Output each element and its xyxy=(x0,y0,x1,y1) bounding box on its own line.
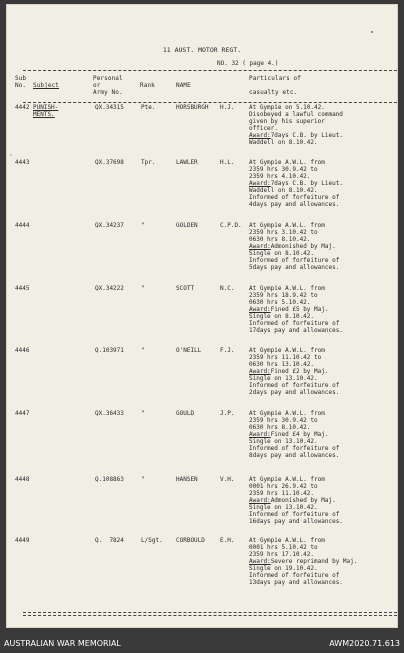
entry-particulars xyxy=(249,159,343,208)
entry-initials: N.C. xyxy=(220,285,235,292)
entry-sub-no: 4449 xyxy=(15,537,30,544)
particulars-line: 2359 hrs 18.9.42 to xyxy=(249,292,318,299)
award-label: Award: xyxy=(249,180,271,187)
award-line xyxy=(249,431,339,438)
particulars-line: Informed of forfeiture of xyxy=(249,194,340,201)
award-text: Fined £2 by Maj. xyxy=(270,368,329,375)
award-label: Award: xyxy=(249,132,271,139)
bottom-rule-1 xyxy=(23,612,397,613)
entry-sub-no: 4446 xyxy=(15,347,30,354)
entry-surname: GOLDEN xyxy=(176,222,198,229)
entry-subject: PUNISH- MENTS. xyxy=(33,104,59,118)
entry-army-no: Q.108863 xyxy=(95,476,124,483)
particulars-line: 17days pay and allowances. xyxy=(249,327,343,334)
award-label: Award: xyxy=(249,431,271,438)
award-text: Fined £5 by Maj. xyxy=(270,306,329,313)
entry-rank: " xyxy=(141,476,145,483)
award-text: Severe reprimand by Maj. xyxy=(270,558,358,565)
footer-left-text: AUSTRALIAN WAR MEMORIAL xyxy=(4,639,121,648)
entry-particulars xyxy=(249,222,339,271)
particulars-line: Single on 19.10.42. xyxy=(249,565,318,572)
entry-initials: C.P.D. xyxy=(220,222,242,229)
entry-rank: Tpr. xyxy=(141,159,156,166)
particulars-line: 2359 hrs 30.9.42 to xyxy=(249,166,318,173)
entry-particulars xyxy=(249,476,343,525)
award-line xyxy=(249,368,339,375)
award-text: Admonished by Maj. xyxy=(270,243,336,250)
entry-initials: H.L. xyxy=(220,159,235,166)
header-army-no: Personal or Army No. xyxy=(93,75,123,96)
particulars-line: At Gympie A.W.L. from xyxy=(249,476,325,483)
particulars-line: 0630 hrs 5.10.42. xyxy=(249,299,311,306)
award-line xyxy=(249,180,343,187)
particulars-line: 4days pay and allowances. xyxy=(249,201,340,208)
entry-surname: CORBOULD xyxy=(176,537,205,544)
entry-particulars xyxy=(249,537,357,586)
corner-mark: " xyxy=(370,30,375,38)
particulars-line: At Gympie A.W.L. from xyxy=(249,537,325,544)
entry-rank: " xyxy=(141,222,145,229)
particulars-line: 5days pay and allowances. xyxy=(249,264,340,271)
header-particulars: Particulars of casualty etc. xyxy=(249,75,301,96)
award-label: Award: xyxy=(249,497,271,504)
particulars-line: Informed of forfeiture of xyxy=(249,511,340,518)
award-line xyxy=(249,306,343,313)
particulars-line: 0001 hrs 26.9.42 to xyxy=(249,483,318,490)
entry-surname: O'NEILL xyxy=(176,347,202,354)
entry-initials: J.P. xyxy=(220,410,235,417)
award-label: Award: xyxy=(249,368,271,375)
particulars-line: Single on 8.10.42. xyxy=(249,250,315,257)
entry-army-no: Q. 7824 xyxy=(95,537,124,544)
particulars-line: Disobeyed a lawful command xyxy=(249,111,343,118)
particulars-line: 16days pay and allowances. xyxy=(249,518,343,525)
particulars-line: 2359 hrs 30.9.42 to xyxy=(249,417,318,424)
award-line xyxy=(249,243,339,250)
award-line xyxy=(249,558,357,565)
particulars-line: 2359 hrs 11.10.42. xyxy=(249,490,315,497)
unit-title: 11 AUST. MOTOR REGT. xyxy=(162,46,242,54)
particulars-line: 2359 hrs 4.10.42. xyxy=(249,173,311,180)
particulars-line: Single on 13.10.42. xyxy=(249,504,318,511)
entry-sub-no: 4444 xyxy=(15,222,30,229)
award-label: Award: xyxy=(249,243,271,250)
particulars-line: At Gympie A.W.L. from xyxy=(249,347,325,354)
particulars-line: given by his superior xyxy=(249,118,325,125)
particulars-line: 0630 hrs 13.10.42. xyxy=(249,361,315,368)
particulars-line: 2days pay and allowances. xyxy=(249,389,340,396)
particulars-line: Informed of forfeiture of xyxy=(249,445,340,452)
entry-surname: HANSEN xyxy=(176,476,198,483)
entry-army-no: QX.34237 xyxy=(95,222,124,229)
entry-initials: F.J. xyxy=(220,347,235,354)
particulars-line: Single on 13.10.42. xyxy=(249,375,318,382)
entry-surname: HORSBURGH xyxy=(176,104,209,111)
entry-army-no: QX.36433 xyxy=(95,410,124,417)
entry-rank: Pte. xyxy=(141,104,156,111)
award-label: Award: xyxy=(249,306,271,313)
entry-surname: GOULD xyxy=(176,410,195,417)
entry-initials: H.J. xyxy=(220,104,235,111)
particulars-line: At Gympie A.W.L. from xyxy=(249,159,325,166)
entry-sub-no: 4443 xyxy=(15,159,30,166)
entry-sub-no: 4447 xyxy=(15,410,30,417)
particulars-line: officer. xyxy=(249,125,278,132)
header-top-rule xyxy=(23,70,397,71)
entry-sub-no: 4442 xyxy=(15,104,30,111)
entry-particulars xyxy=(249,285,343,334)
particulars-line: 2359 hrs 11.10.42 to xyxy=(249,354,322,361)
particulars-line: Informed of forfeiture of xyxy=(249,572,340,579)
entry-surname: SCOTT xyxy=(176,285,195,292)
footer-bar xyxy=(0,628,404,653)
particulars-line: Single on 13.10.42. xyxy=(249,438,318,445)
particulars-line: Waddell on 8.10.42. xyxy=(249,187,318,194)
header-name: NAME xyxy=(176,82,191,89)
entry-rank: " xyxy=(141,285,145,292)
award-text: Fined £4 by Maj. xyxy=(270,431,329,438)
entry-rank: L/Sgt. xyxy=(141,537,163,544)
entry-sub-no: 4445 xyxy=(15,285,30,292)
particulars-line: 0630 hrs 8.10.42. xyxy=(249,424,311,431)
award-text: 7days C.B. by Lieut. xyxy=(270,132,343,139)
particulars-line: At Gympie A.W.L. from xyxy=(249,285,325,292)
particulars-line: At Gympie A.W.L. from xyxy=(249,222,325,229)
entry-sub-no: 4448 xyxy=(15,476,30,483)
particulars-line: Informed of forfeiture of xyxy=(249,320,340,327)
entry-rank: " xyxy=(141,410,145,417)
entry-army-no: QX.34222 xyxy=(95,285,124,292)
particulars-line: At Gympie on 5.10.42. xyxy=(249,104,325,111)
particulars-line: Single on 8.10.42. xyxy=(249,313,315,320)
header-bottom-rule xyxy=(23,102,397,103)
part-number: NO. 32 ( page 4.) xyxy=(217,60,279,67)
particulars-line: Informed of forfeiture of xyxy=(249,382,340,389)
particulars-line: 8days pay and allowances. xyxy=(249,452,340,459)
document-page xyxy=(6,4,398,628)
particulars-line: 2359 hrs 17.10.42. xyxy=(249,551,315,558)
entry-surname: LAWLER xyxy=(176,159,198,166)
award-text: 7days C.B. by Lieut. xyxy=(270,180,343,187)
particulars-line: 0001 hrs 5.10.42 to xyxy=(249,544,318,551)
entry-particulars xyxy=(249,347,339,396)
particulars-line: 2359 hrs 3.10.42 to xyxy=(249,229,318,236)
header-sub-no: Sub No. xyxy=(15,75,27,89)
header-subject: Subject xyxy=(33,82,59,89)
award-line xyxy=(249,132,343,139)
entry-army-no: QX.37698 xyxy=(95,159,124,166)
entry-army-no: QX.34315 xyxy=(95,104,124,111)
entry-initials: E.H. xyxy=(220,537,235,544)
award-label: Award: xyxy=(249,558,271,565)
award-text: Admonished by Maj. xyxy=(270,497,336,504)
particulars-line: 13days pay and allowances. xyxy=(249,579,343,586)
bottom-rule-2 xyxy=(23,615,397,616)
particulars-line: Waddell on 8.10.42. xyxy=(249,139,318,146)
entry-particulars xyxy=(249,104,343,146)
entry-particulars xyxy=(249,410,339,459)
punch-hole xyxy=(10,154,12,156)
header-rank: Rank xyxy=(140,82,155,89)
award-line xyxy=(249,497,343,504)
particulars-line: At Gympie A.W.L. from xyxy=(249,410,325,417)
footer-right-text: AWM2020.71.613 xyxy=(329,639,400,648)
particulars-line: 0630 hrs 8.10.42. xyxy=(249,236,311,243)
entry-initials: V.H. xyxy=(220,476,235,483)
entry-army-no: Q.103971 xyxy=(95,347,124,354)
particulars-line: Informed of forfeiture of xyxy=(249,257,340,264)
entry-rank: " xyxy=(141,347,145,354)
